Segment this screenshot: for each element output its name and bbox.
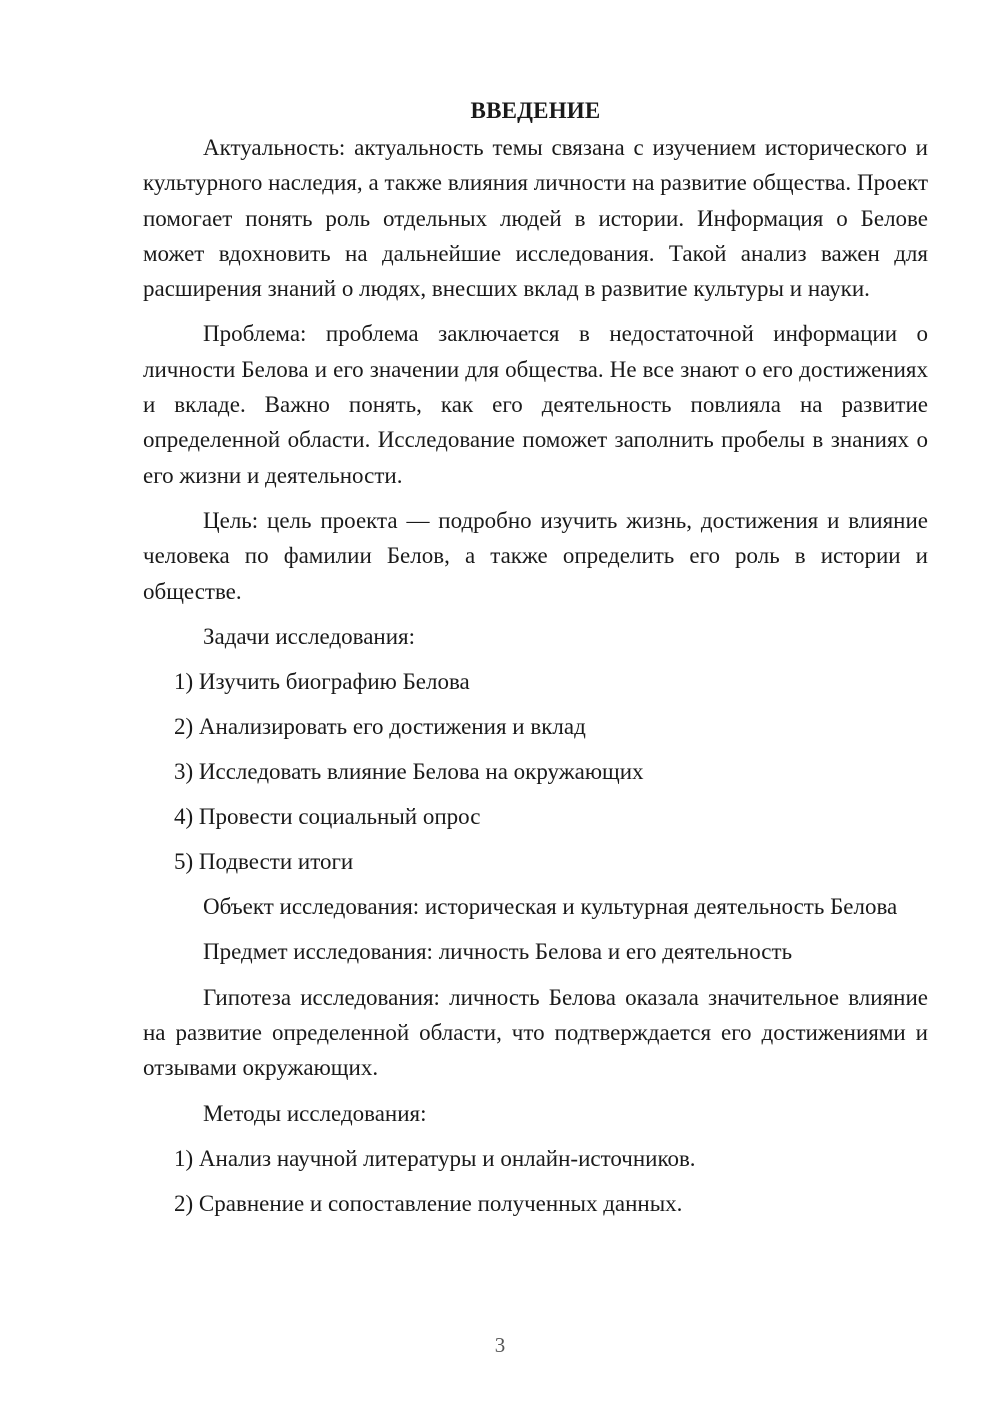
tasks-list <box>143 664 928 879</box>
document-page <box>143 96 928 1231</box>
list-item: 3) Исследовать влияние Белова на окружающих <box>174 759 644 785</box>
list-item: 4) Провести социальный опрос <box>174 804 481 830</box>
paragraph-object: Объект исследования: историческая и культурная деятельность Белова <box>203 894 898 920</box>
list-item: 1) Изучить биографию Белова <box>174 669 470 695</box>
list-item: 1) Анализ научной литературы и онлайн-источников. <box>174 1145 696 1171</box>
tasks-heading: Задачи исследования: <box>203 623 416 649</box>
paragraph-subject: Предмет исследования: личность Белова и его деятельность <box>203 939 793 965</box>
paragraph-hypothesis: Гипотеза исследования: личность Белова оказала значительное влияние на развитие определенной области, что подтверждается его достижениями и отзывами окружающих. <box>143 984 928 1081</box>
paragraph-problem: Проблема: проблема заключается в недостаточной информации о личности Белова и его значении для общества. Не все знают о его достижениях и вкладе. Важно понять, как его деятельность повлияла на развитие определенной области. Исследование поможет заполнить пробелы в знаниях о его жизни и деятельности. <box>143 321 928 488</box>
page-title: ВВЕДЕНИЕ <box>470 98 601 123</box>
page-number: 3 <box>494 1333 506 1357</box>
list-item: 2) Сравнение и сопоставление полученных данных. <box>174 1190 683 1216</box>
paragraph-relevance: Актуальность: актуальность темы связана с изучением исторического и культурного наследия, а также влияния личности на развитие общества. Проект помогает понять роль отдельных людей в истории. Информация о Белове может вдохновить на дальнейшие исследования. Такой анализ важен для расширения знаний о людях, внесших вклад в развитие культуры и науки. <box>143 135 928 302</box>
paragraph-goal: Цель: цель проекта — подробно изучить жизнь, достижения и влияние человека по фамилии Белов, а также определить его роль в истории и обществе. <box>143 507 928 604</box>
list-item: 5) Подвести итоги <box>174 849 354 875</box>
methods-list <box>143 1141 928 1221</box>
methods-heading: Методы исследования: <box>203 1100 427 1126</box>
list-item: 2) Анализировать его достижения и вклад <box>174 714 586 740</box>
